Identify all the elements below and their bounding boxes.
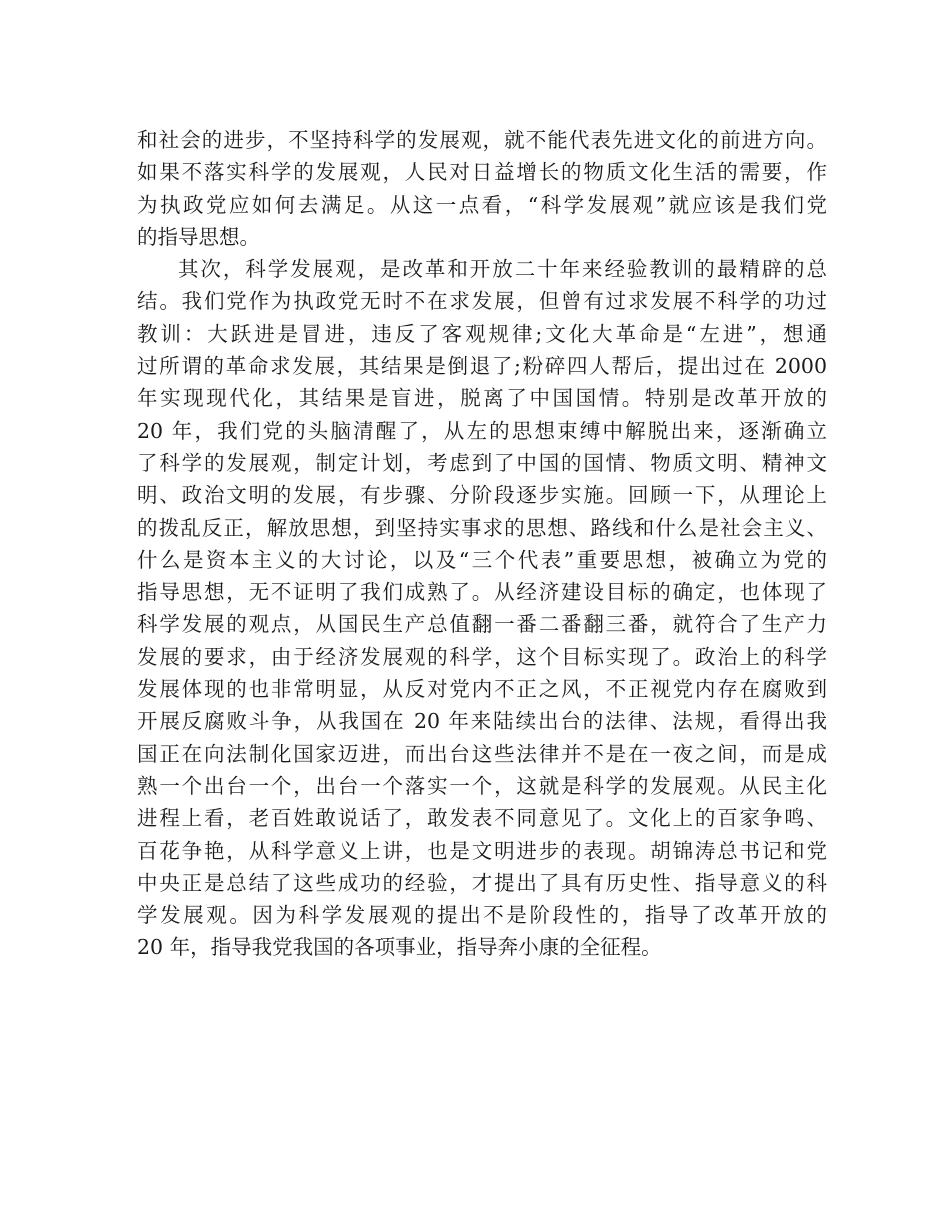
paragraph-start-line: 其次，科学发展观，是改革和开放二十年来经验教训的最精辟的总: [178, 257, 827, 282]
text-line: 开展反腐败斗争，从我国在 20 年来陆续出台的法律、法规，看得出我: [137, 709, 827, 734]
text-line: 学发展观。因为科学发展观的提出不是阶段性的，指导了改革开放的: [137, 903, 827, 928]
text-line: 如果不落实科学的发展观，人民对日益增长的物质文化生活的需要，作: [137, 160, 827, 185]
text-line: 结。我们党作为执政党无时不在求发展，但曾有过求发展不科学的功过: [137, 289, 827, 314]
text-line: 什么是资本主义的大讨论，以及“三个代表”重要思想，被确立为党的: [137, 547, 827, 572]
text-line: 20 年，我们党的头脑清醒了，从左的思想束缚中解脱出来，逐渐确立: [137, 418, 827, 443]
text-line: 年实现现代化，其结果是盲进，脱离了中国国情。特别是改革开放的: [137, 386, 827, 411]
text-line: 的指导思想。: [137, 224, 260, 249]
text-line: 中央正是总结了这些成功的经验，才提出了具有历史性、指导意义的科: [137, 870, 827, 895]
text-line: 熟一个出台一个，出台一个落实一个，这就是科学的发展观。从民主化: [137, 773, 827, 798]
text-line: 的拨乱反正，解放思想，到坚持实事求的思想、路线和什么是社会主义、: [137, 515, 827, 540]
text-line: 过所谓的革命求发展，其结果是倒退了;粉碎四人帮后，提出过在 2000: [137, 354, 827, 379]
text-line: 教训：大跃进是冒进，违反了客观规律;文化大革命是“左进”，想通: [137, 321, 827, 346]
text-line: 了科学的发展观，制定计划，考虑到了中国的国情、物质文明、精神文: [137, 450, 827, 475]
text-line: 科学发展的观点，从国民生产总值翻一番二番翻三番，就符合了生产力: [137, 612, 827, 637]
text-line: 为执政党应如何去满足。从这一点看，“科学发展观”就应该是我们党: [137, 192, 827, 217]
text-line: 发展的要求，由于经济发展观的科学，这个目标实现了。政治上的科学: [137, 644, 827, 669]
body-text: [137, 124, 827, 964]
text-line: 百花争艳，从科学意义上讲，也是文明进步的表现。胡锦涛总书记和党: [137, 838, 827, 863]
text-line: 国正在向法制化国家迈进，而出台这些法律并不是在一夜之间，而是成: [137, 741, 827, 766]
text-line: 和社会的进步，不坚持科学的发展观，就不能代表先进文化的前进方向。: [137, 128, 827, 152]
text-line: 20 年，指导我党我国的各项事业，指导奔小康的全征程。: [137, 935, 662, 960]
text-line: 指导思想，无不证明了我们成熟了。从经济建设目标的确定，也体现了: [137, 580, 827, 605]
text-line: 发展体现的也非常明显，从反对党内不正之风，不正视党内存在腐败到: [137, 677, 827, 702]
text-line: 进程上看，老百姓敢说话了，敢发表不同意见了。文化上的百家争鸣、: [137, 806, 827, 831]
text-line: 明、政治文明的发展，有步骤、分阶段逐步实施。回顾一下，从理论上: [137, 483, 827, 508]
